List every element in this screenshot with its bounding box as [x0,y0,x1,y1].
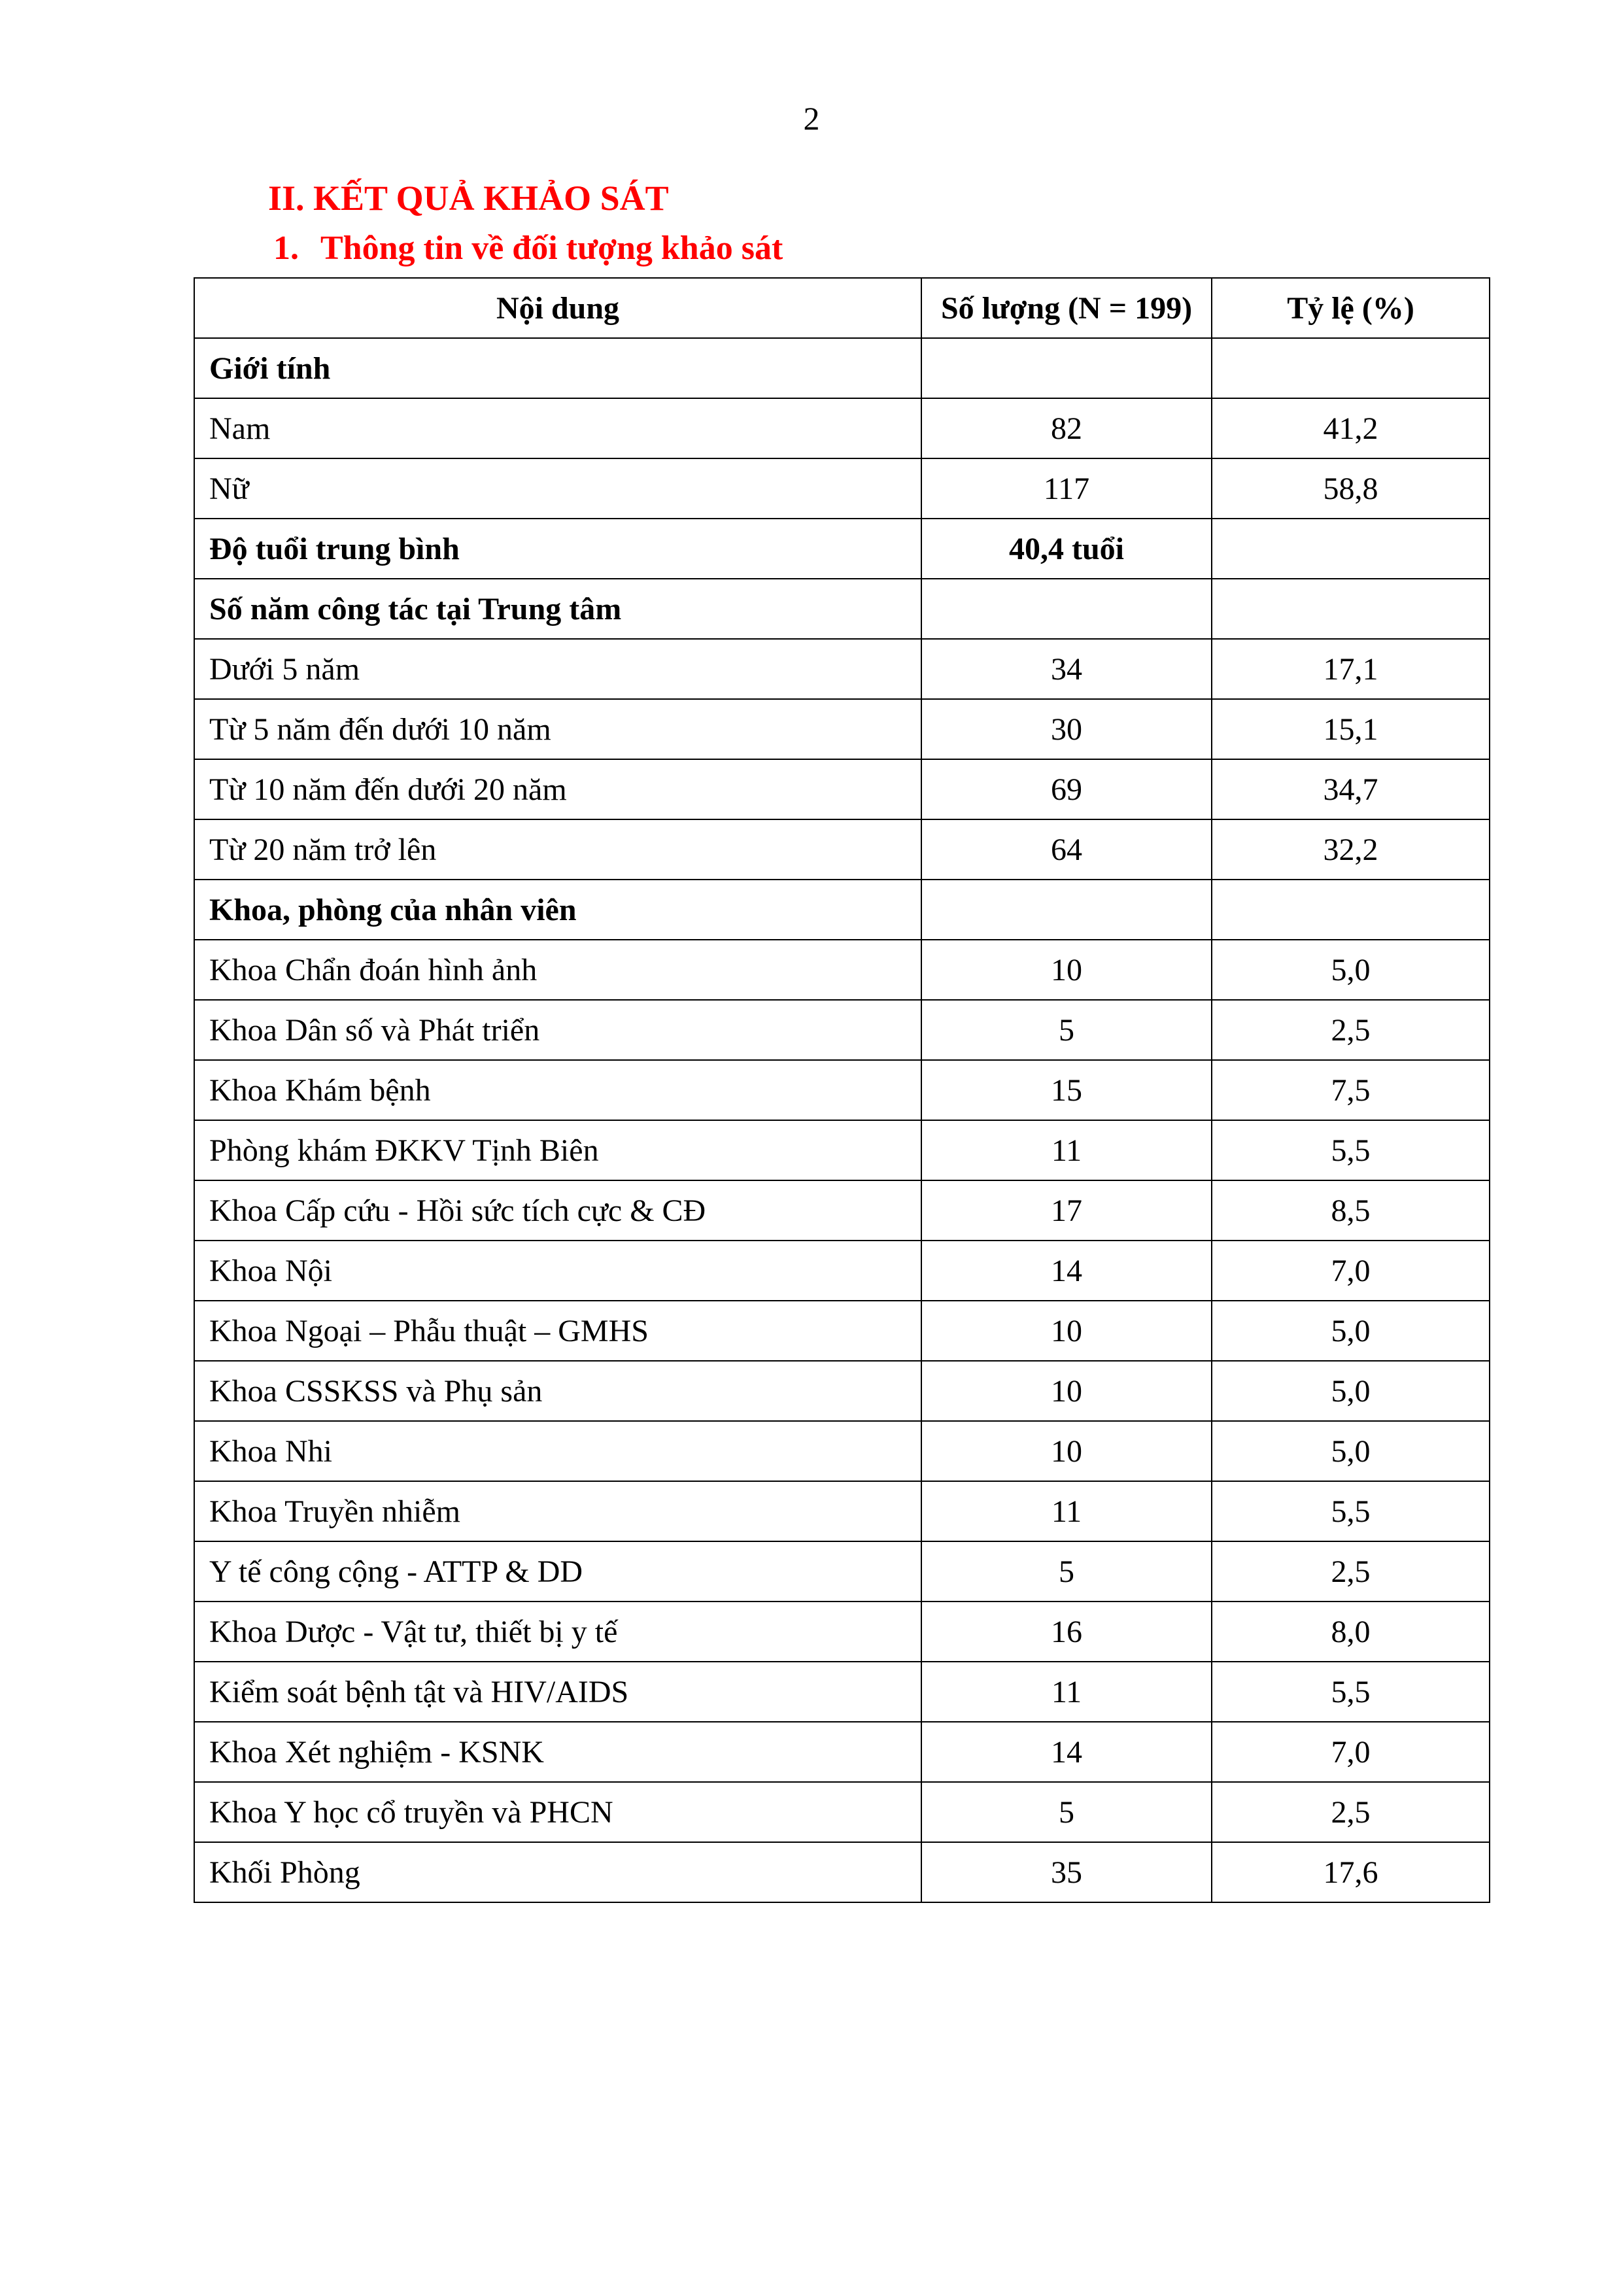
row-count: 11 [921,1120,1212,1180]
table-body [194,338,1490,1902]
row-percent: 5,0 [1212,1361,1490,1421]
row-count: 64 [921,819,1212,880]
row-count: 10 [921,1361,1212,1421]
table-row [194,1301,1490,1361]
row-count: 11 [921,1481,1212,1541]
table-row [194,1361,1490,1421]
page-number: 2 [803,100,820,137]
table-group-row [194,338,1490,398]
row-label: Khoa Dân số và Phát triển [194,1000,921,1060]
row-count [921,338,1212,398]
row-label: Khối Phòng [194,1842,921,1902]
row-label: Khoa Ngoại – Phẫu thuật – GMHS [194,1301,921,1361]
header-percent: Tỷ lệ (%) [1212,278,1490,338]
row-count: 11 [921,1662,1212,1722]
row-count: 5 [921,1000,1212,1060]
row-label: Khoa Truyền nhiễm [194,1481,921,1541]
row-count: 5 [921,1782,1212,1842]
row-count: 17 [921,1180,1212,1241]
row-percent: 58,8 [1212,458,1490,519]
row-label: Khoa Xét nghiệm - KSNK [194,1722,921,1782]
section-heading: II. KẾT QUẢ KHẢO SÁT [268,179,669,218]
row-label: Độ tuổi trung bình [194,519,921,579]
row-count: 10 [921,1301,1212,1361]
table-group-row [194,880,1490,940]
row-percent [1212,880,1490,940]
row-label: Từ 10 năm đến dưới 20 năm [194,759,921,819]
row-label: Phòng khám ĐKKV Tịnh Biên [194,1120,921,1180]
row-label: Từ 20 năm trở lên [194,819,921,880]
row-percent: 15,1 [1212,699,1490,759]
row-percent: 32,2 [1212,819,1490,880]
row-label: Khoa, phòng của nhân viên [194,880,921,940]
table-row [194,1120,1490,1180]
row-count: 10 [921,940,1212,1000]
table-row [194,1662,1490,1722]
row-count: 34 [921,639,1212,699]
row-percent: 17,6 [1212,1842,1490,1902]
row-label: Khoa Dược - Vật tư, thiết bị y tế [194,1602,921,1662]
row-percent: 7,0 [1212,1722,1490,1782]
table-row [194,1180,1490,1241]
row-percent: 17,1 [1212,639,1490,699]
row-percent [1212,338,1490,398]
row-label: Khoa Cấp cứu - Hồi sức tích cực & CĐ [194,1180,921,1241]
table-header-row [194,278,1490,338]
row-percent: 5,5 [1212,1662,1490,1722]
row-count: 69 [921,759,1212,819]
row-percent [1212,579,1490,639]
sub-heading-number: 1. [273,230,299,267]
table-row [194,1241,1490,1301]
row-label: Khoa Chẩn đoán hình ảnh [194,940,921,1000]
table-row [194,1722,1490,1782]
row-count: 15 [921,1060,1212,1120]
row-percent: 2,5 [1212,1541,1490,1602]
row-label: Khoa CSSKSS và Phụ sản [194,1361,921,1421]
table-row [194,458,1490,519]
row-label: Khoa Y học cổ truyền và PHCN [194,1782,921,1842]
row-percent: 2,5 [1212,1782,1490,1842]
row-percent: 8,0 [1212,1602,1490,1662]
table-row [194,759,1490,819]
row-label: Từ 5 năm đến dưới 10 năm [194,699,921,759]
row-percent: 34,7 [1212,759,1490,819]
row-count: 16 [921,1602,1212,1662]
row-label: Nữ [194,458,921,519]
row-label: Dưới 5 năm [194,639,921,699]
table-row [194,819,1490,880]
survey-table [194,277,1490,1903]
row-percent: 7,0 [1212,1241,1490,1301]
row-count: 40,4 tuổi [921,519,1212,579]
row-percent: 5,5 [1212,1481,1490,1541]
row-percent: 41,2 [1212,398,1490,458]
table-row [194,398,1490,458]
row-label: Khoa Khám bệnh [194,1060,921,1120]
table-row [194,1602,1490,1662]
row-count: 117 [921,458,1212,519]
table-row [194,1060,1490,1120]
table-row [194,1842,1490,1902]
table-row [194,699,1490,759]
row-count [921,579,1212,639]
row-percent: 5,5 [1212,1120,1490,1180]
row-count: 5 [921,1541,1212,1602]
table-row [194,1481,1490,1541]
row-percent: 8,5 [1212,1180,1490,1241]
table-row [194,1541,1490,1602]
row-label: Nam [194,398,921,458]
row-count: 10 [921,1421,1212,1481]
row-label: Kiểm soát bệnh tật và HIV/AIDS [194,1662,921,1722]
row-label: Khoa Nội [194,1241,921,1301]
row-label: Khoa Nhi [194,1421,921,1481]
header-count: Số lượng (N = 199) [921,278,1212,338]
row-label: Y tế công cộng - ATTP & DD [194,1541,921,1602]
row-percent [1212,519,1490,579]
table-row [194,940,1490,1000]
table-row [194,1000,1490,1060]
table-row [194,1421,1490,1481]
table-row [194,1782,1490,1842]
row-count: 82 [921,398,1212,458]
row-label: Giới tính [194,338,921,398]
row-count: 14 [921,1722,1212,1782]
sub-heading [273,229,783,267]
table-average-row [194,519,1490,579]
row-percent: 5,0 [1212,1301,1490,1361]
row-percent: 2,5 [1212,1000,1490,1060]
header-content: Nội dung [194,278,921,338]
table-group-row [194,579,1490,639]
row-percent: 5,0 [1212,940,1490,1000]
sub-heading-text: Thông tin về đối tượng khảo sát [320,230,783,267]
row-percent: 5,0 [1212,1421,1490,1481]
row-count [921,880,1212,940]
row-count: 14 [921,1241,1212,1301]
row-percent: 7,5 [1212,1060,1490,1120]
row-count: 30 [921,699,1212,759]
row-count: 35 [921,1842,1212,1902]
table-row [194,639,1490,699]
row-label: Số năm công tác tại Trung tâm [194,579,921,639]
